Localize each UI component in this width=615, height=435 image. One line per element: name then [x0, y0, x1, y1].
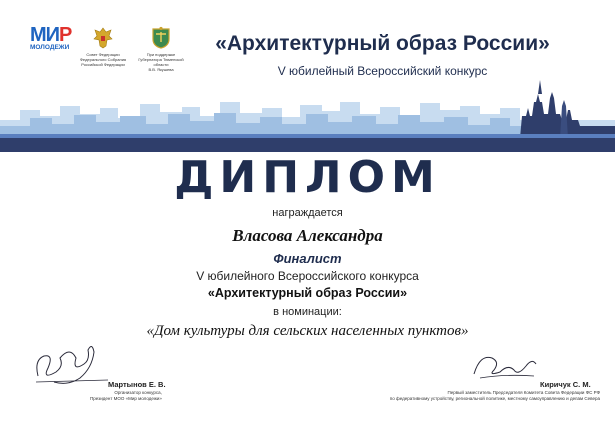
award-status: Финалист: [273, 251, 342, 266]
mir-logo-red-letter: Р: [59, 24, 72, 46]
header-logos: [30, 26, 186, 72]
left-signatory-role: Организатор конкурса, Президент МОО «Мир молодежи»: [90, 390, 162, 401]
contest-name: «Архитектурный образ России»: [207, 286, 408, 300]
mir-molodezhi-logo: [30, 26, 70, 52]
nomination-title: «Дом культуры для сельских населенных пунктов»: [146, 323, 469, 339]
tyumen-region-emblem: [136, 26, 186, 72]
handwritten-signature-right: [470, 344, 540, 384]
contest-title: «Архитектурный образ России»: [215, 32, 550, 55]
nomination-label: в номинации:: [273, 306, 342, 318]
regional-coat-of-arms-icon: [149, 26, 173, 50]
emblem2-caption: При поддержке Губернатора Тюменской области В.В. Якушева: [138, 52, 184, 72]
contest-subtitle: V юбилейный Всероссийский конкурс: [277, 64, 488, 78]
contest-line: V юбилейного Всероссийского конкурса: [196, 269, 419, 283]
right-signatory-name: Киричук С. М.: [540, 380, 591, 389]
signature-block-left: [30, 338, 180, 401]
awarded-label: награждается: [272, 207, 343, 219]
mir-logo-subtext: МОЛОДЕЖИ: [30, 44, 70, 51]
signature-block-right: [380, 344, 600, 404]
double-headed-eagle-icon: [92, 26, 114, 50]
right-signatory-role: Первый заместитель Председателя Комитета Совета Федерации ФС РФ по федеративному устройству, региональной политике, местному самоуправлению и делам Севера: [389, 390, 600, 401]
handwritten-signature-left: [30, 338, 110, 388]
federation-council-emblem: [78, 26, 128, 67]
recipient-name: Власова Александра: [232, 226, 383, 245]
emblem1-caption: Совет Федерации Федерального Собрания Российской Федерации: [79, 52, 127, 67]
mir-logo-text: МИР: [30, 24, 72, 46]
diploma-heading: ДИПЛОМ: [174, 152, 441, 203]
city-skyline-illustration: [0, 80, 615, 152]
left-signatory-name: Мартынов Е. В.: [108, 380, 166, 389]
